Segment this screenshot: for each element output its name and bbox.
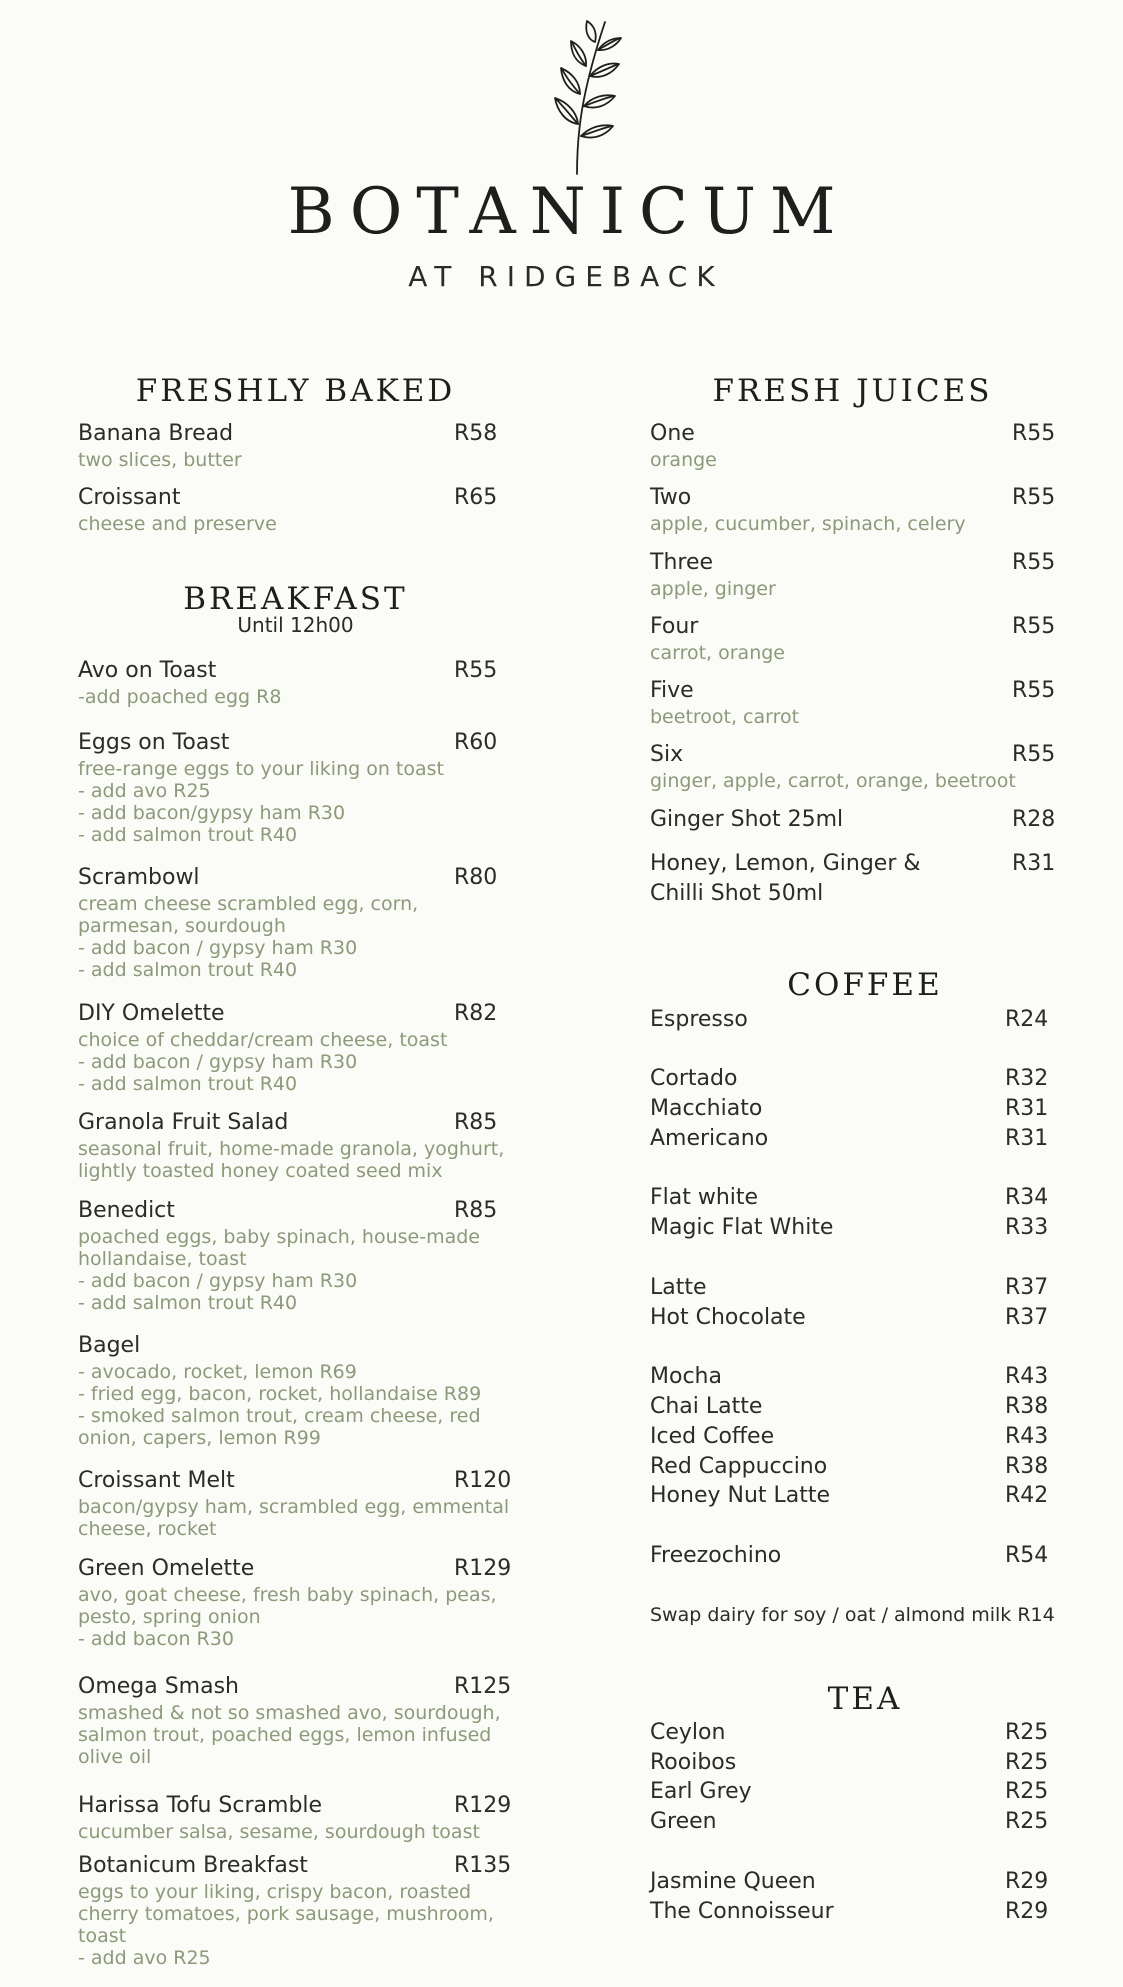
item-price: R24 <box>1005 1007 1049 1032</box>
item-description: - add salmon trout R40 <box>78 959 298 981</box>
item-description: - add salmon trout R40 <box>78 1073 298 1095</box>
menu-item <box>650 676 1070 728</box>
menu-item <box>78 1196 518 1314</box>
item-price: R31 <box>1005 1126 1049 1151</box>
item-description: free-range eggs to your liking on toast <box>78 758 444 780</box>
menu-item <box>650 419 1070 471</box>
item-name: Latte <box>650 1275 707 1300</box>
item-description: parmesan, sourdough <box>78 915 286 937</box>
item-price: R25 <box>1005 1750 1049 1775</box>
leaf-sprig-icon <box>535 14 635 179</box>
tea-item <box>650 1718 1050 1748</box>
breakfast-heading: BREAKFAST <box>183 581 408 617</box>
item-description: - add bacon / gypsy ham R30 <box>78 1270 358 1292</box>
menu-item <box>650 740 1070 792</box>
item-price: R29 <box>1005 1869 1049 1894</box>
item-name: Green Omelette <box>78 1556 255 1581</box>
item-name: Ceylon <box>650 1720 726 1745</box>
item-name: Espresso <box>650 1007 748 1032</box>
item-name: Avo on Toast <box>78 658 217 683</box>
item-description: olive oil <box>78 1746 152 1768</box>
item-price: R31 <box>1005 1096 1049 1121</box>
menu-item <box>650 548 1070 600</box>
item-description: beetroot, carrot <box>650 706 800 728</box>
item-description: - add bacon R30 <box>78 1628 234 1650</box>
item-price: R25 <box>1005 1809 1049 1834</box>
item-name: Mocha <box>650 1364 722 1389</box>
item-name: Bagel <box>78 1333 141 1358</box>
item-price: R54 <box>1005 1543 1049 1568</box>
item-price: R55 <box>1012 742 1056 767</box>
item-name: Green <box>650 1809 717 1834</box>
coffee-item <box>650 1273 1050 1303</box>
item-description: cream cheese scrambled egg, corn, <box>78 893 419 915</box>
item-description: -add poached egg R8 <box>78 686 282 708</box>
item-name: Cortado <box>650 1066 738 1091</box>
item-description: two slices, butter <box>78 449 242 471</box>
item-price: R125 <box>454 1674 512 1699</box>
item-name: Iced Coffee <box>650 1424 775 1449</box>
item-name: Ginger Shot 25ml <box>650 807 844 832</box>
menu-item <box>78 863 518 981</box>
item-name: Five <box>650 678 694 703</box>
menu-item <box>650 612 1070 664</box>
brand-name: BOTANICUM <box>287 175 850 249</box>
item-price: R43 <box>1005 1424 1049 1449</box>
tea-item <box>650 1867 1050 1897</box>
item-description: cheese, rocket <box>78 1518 217 1540</box>
item-name: Magic Flat White <box>650 1215 834 1240</box>
item-price: R28 <box>1012 807 1056 832</box>
item-price: R135 <box>454 1853 512 1878</box>
menu-item <box>78 1108 518 1182</box>
item-name: Scrambowl <box>78 865 200 890</box>
menu-item <box>78 999 518 1095</box>
item-description: - add avo R25 <box>78 780 211 802</box>
item-price: R85 <box>454 1110 498 1135</box>
brand-subtitle: AT RIDGEBACK <box>408 260 724 293</box>
menu-item <box>78 728 518 846</box>
item-name: DIY Omelette <box>78 1001 225 1026</box>
item-price: R25 <box>1005 1720 1049 1745</box>
item-price: R37 <box>1005 1305 1049 1330</box>
item-description: carrot, orange <box>650 642 785 664</box>
coffee-item <box>650 1481 1050 1511</box>
item-name: Honey, Lemon, Ginger & <box>650 851 921 876</box>
item-description: avo, goat cheese, fresh baby spinach, peas, <box>78 1584 497 1606</box>
item-description: cucumber salsa, sesame, sourdough toast <box>78 1821 480 1843</box>
breakfast-hours-note: Until 12h00 <box>237 613 354 637</box>
item-description: - add avo R25 <box>78 1947 211 1969</box>
item-price: R37 <box>1005 1275 1049 1300</box>
item-name: Freezochino <box>650 1543 782 1568</box>
item-price: R33 <box>1005 1215 1049 1240</box>
coffee-item <box>650 1392 1050 1422</box>
item-description: - avocado, rocket, lemon R69 <box>78 1361 357 1383</box>
item-price: R34 <box>1005 1185 1049 1210</box>
menu-item <box>650 805 1070 835</box>
coffee-item <box>650 1452 1050 1482</box>
item-price: R29 <box>1005 1899 1049 1924</box>
item-name: Red Cappuccino <box>650 1454 828 1479</box>
menu-item <box>650 483 1070 535</box>
coffee-item <box>650 1303 1050 1333</box>
coffee-item <box>650 1422 1050 1452</box>
freshly-baked-heading: FRESHLY BAKED <box>135 373 456 409</box>
item-price: R55 <box>1012 550 1056 575</box>
item-name: Rooibos <box>650 1750 737 1775</box>
item-price: R120 <box>454 1468 512 1493</box>
item-description: lightly toasted honey coated seed mix <box>78 1160 443 1182</box>
item-price: R38 <box>1005 1454 1049 1479</box>
item-name: Omega Smash <box>78 1674 240 1699</box>
item-name: One <box>650 421 695 446</box>
item-name: The Connoisseur <box>650 1899 834 1924</box>
item-price: R32 <box>1005 1066 1049 1091</box>
item-price: R55 <box>1012 678 1056 703</box>
tea-item <box>650 1897 1050 1927</box>
item-description: apple, ginger <box>650 578 776 600</box>
item-description: - add salmon trout R40 <box>78 824 298 846</box>
coffee-item <box>650 1362 1050 1392</box>
item-name: Chai Latte <box>650 1394 763 1419</box>
item-price: R85 <box>454 1198 498 1223</box>
coffee-item <box>650 1064 1050 1094</box>
item-name: Honey Nut Latte <box>650 1483 831 1508</box>
item-description: cheese and preserve <box>78 513 277 535</box>
item-name: Croissant Melt <box>78 1468 235 1493</box>
item-price: R42 <box>1005 1483 1049 1508</box>
menu-item <box>78 656 518 708</box>
coffee-item <box>650 1541 1050 1571</box>
item-name: Eggs on Toast <box>78 730 230 755</box>
item-price: R31 <box>1012 851 1056 876</box>
item-description: - fried egg, bacon, rocket, hollandaise R89 <box>78 1383 482 1405</box>
item-description: cherry tomatoes, pork sausage, mushroom, <box>78 1903 494 1925</box>
item-name: Four <box>650 614 699 639</box>
item-description: poached eggs, baby spinach, house-made <box>78 1226 480 1248</box>
item-name: Hot Chocolate <box>650 1305 806 1330</box>
menu-item <box>78 1791 518 1843</box>
tea-heading: TEA <box>827 1681 903 1717</box>
item-price: R25 <box>1005 1779 1049 1804</box>
item-price: R82 <box>454 1001 498 1026</box>
menu-item <box>78 419 518 471</box>
coffee-item <box>650 1183 1050 1213</box>
item-price: R55 <box>1012 614 1056 639</box>
item-description: pesto, spring onion <box>78 1606 261 1628</box>
item-name: Granola Fruit Salad <box>78 1110 289 1135</box>
item-description: - add bacon / gypsy ham R30 <box>78 1051 358 1073</box>
item-name: Flat white <box>650 1185 759 1210</box>
item-description: choice of cheddar/cream cheese, toast <box>78 1029 448 1051</box>
item-price: R55 <box>1012 485 1056 510</box>
item-description: orange <box>650 449 717 471</box>
item-description: onion, capers, lemon R99 <box>78 1427 321 1449</box>
item-name: Six <box>650 742 684 767</box>
item-price: R55 <box>1012 421 1056 446</box>
tea-item <box>650 1748 1050 1778</box>
menu-item <box>78 1554 518 1650</box>
coffee-item <box>650 1213 1050 1243</box>
item-name: Jasmine Queen <box>650 1869 816 1894</box>
item-name: Croissant <box>78 485 181 510</box>
coffee-item <box>650 1094 1050 1124</box>
item-description: - add bacon/gypsy ham R30 <box>78 802 346 824</box>
item-description: - smoked salmon trout, cream cheese, red <box>78 1405 481 1427</box>
item-description: - add bacon / gypsy ham R30 <box>78 937 358 959</box>
item-name-continued: Chilli Shot 50ml <box>650 881 824 906</box>
menu-item <box>650 849 1070 909</box>
menu-item <box>78 1672 518 1768</box>
item-price: R60 <box>454 730 498 755</box>
tea-item <box>650 1777 1050 1807</box>
item-price: R80 <box>454 865 498 890</box>
item-name: Banana Bread <box>78 421 234 446</box>
menu-item <box>78 1851 518 1969</box>
menu-item <box>78 483 518 535</box>
item-price: R55 <box>454 658 498 683</box>
item-name: Earl Grey <box>650 1779 752 1804</box>
item-description: toast <box>78 1925 127 1947</box>
item-description: salmon trout, poached eggs, lemon infused <box>78 1724 492 1746</box>
item-description: ginger, apple, carrot, orange, beetroot <box>650 770 1016 792</box>
coffee-item <box>650 1005 1050 1035</box>
fresh-juices-heading: FRESH JUICES <box>712 373 993 409</box>
item-price: R65 <box>454 485 498 510</box>
item-name: Harissa Tofu Scramble <box>78 1793 323 1818</box>
item-name: Macchiato <box>650 1096 763 1121</box>
item-description: seasonal fruit, home-made granola, yoghurt, <box>78 1138 505 1160</box>
item-name: Two <box>650 485 692 510</box>
milk-swap-note: Swap dairy for soy / oat / almond milk R14 <box>650 1604 1055 1626</box>
item-price: R129 <box>454 1556 512 1581</box>
menu-item <box>78 1331 518 1449</box>
tea-item <box>650 1807 1050 1837</box>
item-description: hollandaise, toast <box>78 1248 247 1270</box>
item-name: Three <box>650 550 714 575</box>
item-name: Botanicum Breakfast <box>78 1853 308 1878</box>
menu-item <box>78 1466 518 1540</box>
coffee-heading: COFFEE <box>787 967 943 1003</box>
item-name: Benedict <box>78 1198 175 1223</box>
item-price: R38 <box>1005 1394 1049 1419</box>
item-description: bacon/gypsy ham, scrambled egg, emmental <box>78 1496 510 1518</box>
item-price: R129 <box>454 1793 512 1818</box>
item-price: R43 <box>1005 1364 1049 1389</box>
item-description: eggs to your liking, crispy bacon, roasted <box>78 1881 472 1903</box>
item-description: - add salmon trout R40 <box>78 1292 298 1314</box>
coffee-item <box>650 1124 1050 1154</box>
item-price: R58 <box>454 421 498 446</box>
item-description: smashed & not so smashed avo, sourdough, <box>78 1702 501 1724</box>
item-name: Americano <box>650 1126 769 1151</box>
item-description: apple, cucumber, spinach, celery <box>650 513 966 535</box>
